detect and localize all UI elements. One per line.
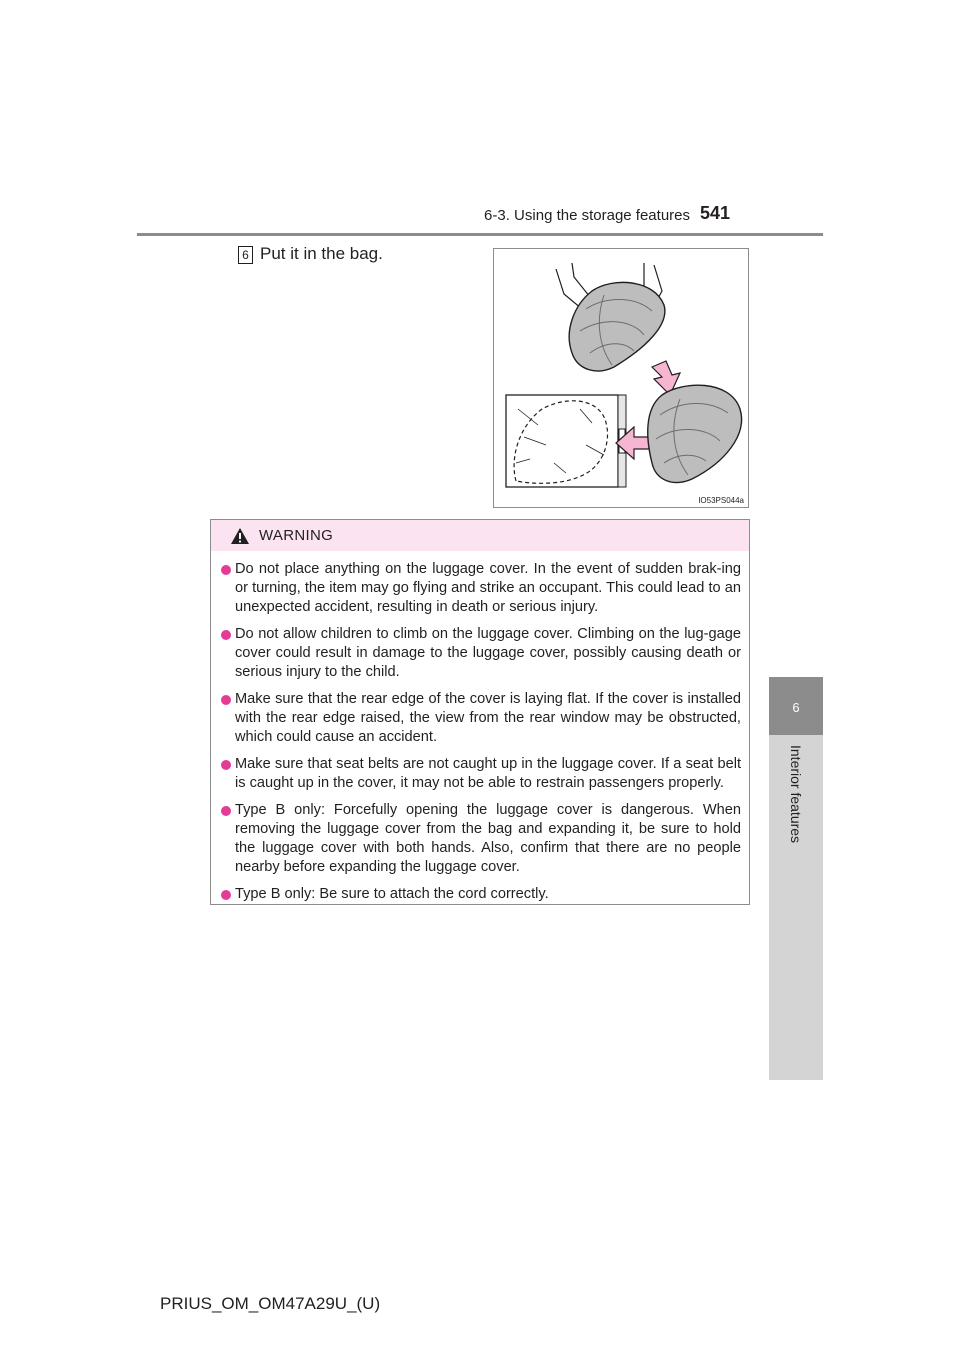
step-instruction: Put it in the bag.	[260, 244, 383, 263]
warning-title: WARNING	[259, 527, 334, 544]
warning-item: Make sure that the rear edge of the cover is laying flat. If the cover is installed with the rear edge raised, the view from the rear window may be obstructed, which could cause an accident.	[211, 690, 749, 747]
warning-header	[211, 520, 749, 551]
warning-item: Make sure that seat belts are not caught up in the luggage cover. If a seat belt is caught up in the cover, it may not be able to restrain passengers properly.	[211, 755, 749, 793]
warning-list	[211, 560, 749, 912]
warning-triangle-icon	[230, 527, 250, 545]
bag-outline	[506, 395, 618, 487]
page-number: 541	[700, 203, 731, 223]
chapter-number: 6	[792, 700, 800, 715]
bullet-icon	[221, 760, 231, 770]
section-title: 6-3. Using the storage features	[484, 207, 690, 224]
warning-item: Do not allow children to climb on the luggage cover. Climbing on the lug-gage cover could result in damage to the luggage cover, possibly causing death or serious injury to the child.	[211, 625, 749, 682]
warning-item: Type B only: Forcefully opening the luggage cover is dangerous. When removing the luggage cover from the bag and expanding it, be sure to hold the luggage cover with both hands. Also, confirm that there are no people nearby before expanding the luggage cover.	[211, 801, 749, 877]
figure-code: IO53PS044a	[698, 496, 744, 505]
bullet-icon	[221, 565, 231, 575]
warning-box	[210, 519, 750, 905]
folded-cover-right	[648, 385, 742, 482]
warning-item: Type B only: Be sure to attach the cord correctly.	[211, 885, 749, 904]
illustration-figure	[493, 248, 749, 508]
header-divider	[137, 233, 823, 236]
bag-illustration	[494, 249, 750, 509]
bullet-icon	[221, 806, 231, 816]
bullet-icon	[221, 695, 231, 705]
bullet-icon	[221, 890, 231, 900]
chapter-label: Interior features	[788, 745, 804, 844]
bullet-icon	[221, 630, 231, 640]
warning-item: Do not place anything on the luggage cover. In the event of sudden brak-ing or turning, the item may go flying and strike an occupant. This could lead to an unexpected accident, resulting in death or serious injury.	[211, 560, 749, 617]
document-id: PRIUS_OM_OM47A29U_(U)	[160, 1294, 381, 1313]
step-number-badge: 6	[238, 246, 253, 264]
